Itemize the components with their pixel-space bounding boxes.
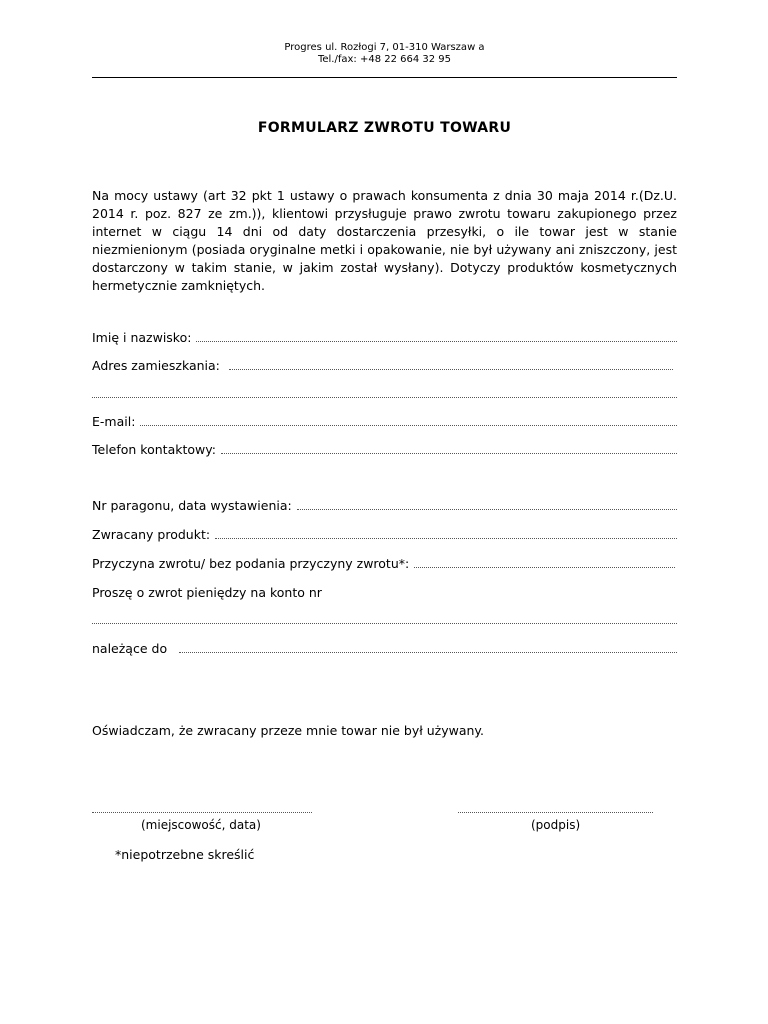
- header-divider: [92, 77, 677, 78]
- address-dotted-line: [229, 359, 673, 370]
- phone-label: Telefon kontaktowy:: [92, 442, 216, 457]
- name-field[interactable]: [92, 330, 677, 345]
- receipt-field[interactable]: [92, 498, 677, 513]
- address-continuation-line[interactable]: [92, 397, 677, 398]
- receipt-dotted-line: [297, 499, 677, 510]
- place-date-label: (miejscowość, data): [141, 818, 261, 832]
- account-owner-label: należące do: [92, 641, 168, 656]
- email-dotted-line: [140, 415, 677, 426]
- account-owner-dotted-line: [179, 642, 677, 653]
- reason-dotted-line: [414, 557, 675, 568]
- declaration-text: Oświadczam, że zwracany przeze mnie towar nie był używany.: [92, 723, 485, 738]
- email-label: E-mail:: [92, 414, 136, 429]
- product-field[interactable]: [92, 527, 677, 542]
- name-label: Imię i nazwisko:: [92, 330, 192, 345]
- receipt-label: Nr paragonu, data wystawienia:: [92, 498, 292, 513]
- company-phone: Tel./fax: +48 22 664 32 95: [317, 54, 452, 65]
- company-address: Progres ul. Rozłogi 7, 01-310 Warszaw a: [284, 42, 485, 53]
- account-owner-field[interactable]: [92, 641, 677, 656]
- address-label: Adres zamieszkania:: [92, 358, 220, 373]
- form-title: FORMULARZ ZWROTU TOWARU: [257, 120, 512, 136]
- signature-label: (podpis): [531, 818, 581, 832]
- name-dotted-line: [196, 331, 677, 342]
- reason-label: Przyczyna zwrotu/ bez podania przyczyny zwrotu*:: [92, 556, 410, 571]
- product-label: Zwracany produkt:: [92, 527, 211, 542]
- legal-notice: Na mocy ustawy (art 32 pkt 1 ustawy o prawach konsumenta z dnia 30 maja 2014 r.(Dz.U. 2014 r. poz. 827 ze zm.)), klientowi przysługuje prawo zwrotu towaru zakupionego przez internet w ciągu 14 dni od daty dostarczenia przesyłki, o ile towar jest w stanie niezmienionym (posiada oryginalne metki i opakowanie, nie był używany ani zniszczony, jest dostarczony w takim stanie, w jakim został wysłany). Dotyczy produktów kosmetycznych hermetycznie zamkniętych.: [92, 188, 677, 293]
- address-field[interactable]: [92, 358, 677, 373]
- account-number-line[interactable]: [92, 623, 677, 624]
- signature-line[interactable]: [458, 812, 653, 813]
- phone-dotted-line: [221, 443, 677, 454]
- place-date-line[interactable]: [92, 812, 312, 813]
- email-field[interactable]: [92, 414, 677, 429]
- product-dotted-line: [215, 528, 677, 539]
- footnote: *niepotrzebne skreślić: [115, 847, 255, 862]
- refund-label: Proszę o zwrot pieniędzy na konto nr: [92, 585, 322, 600]
- phone-field[interactable]: [92, 442, 677, 457]
- reason-field[interactable]: [92, 556, 677, 571]
- company-header: [92, 42, 677, 66]
